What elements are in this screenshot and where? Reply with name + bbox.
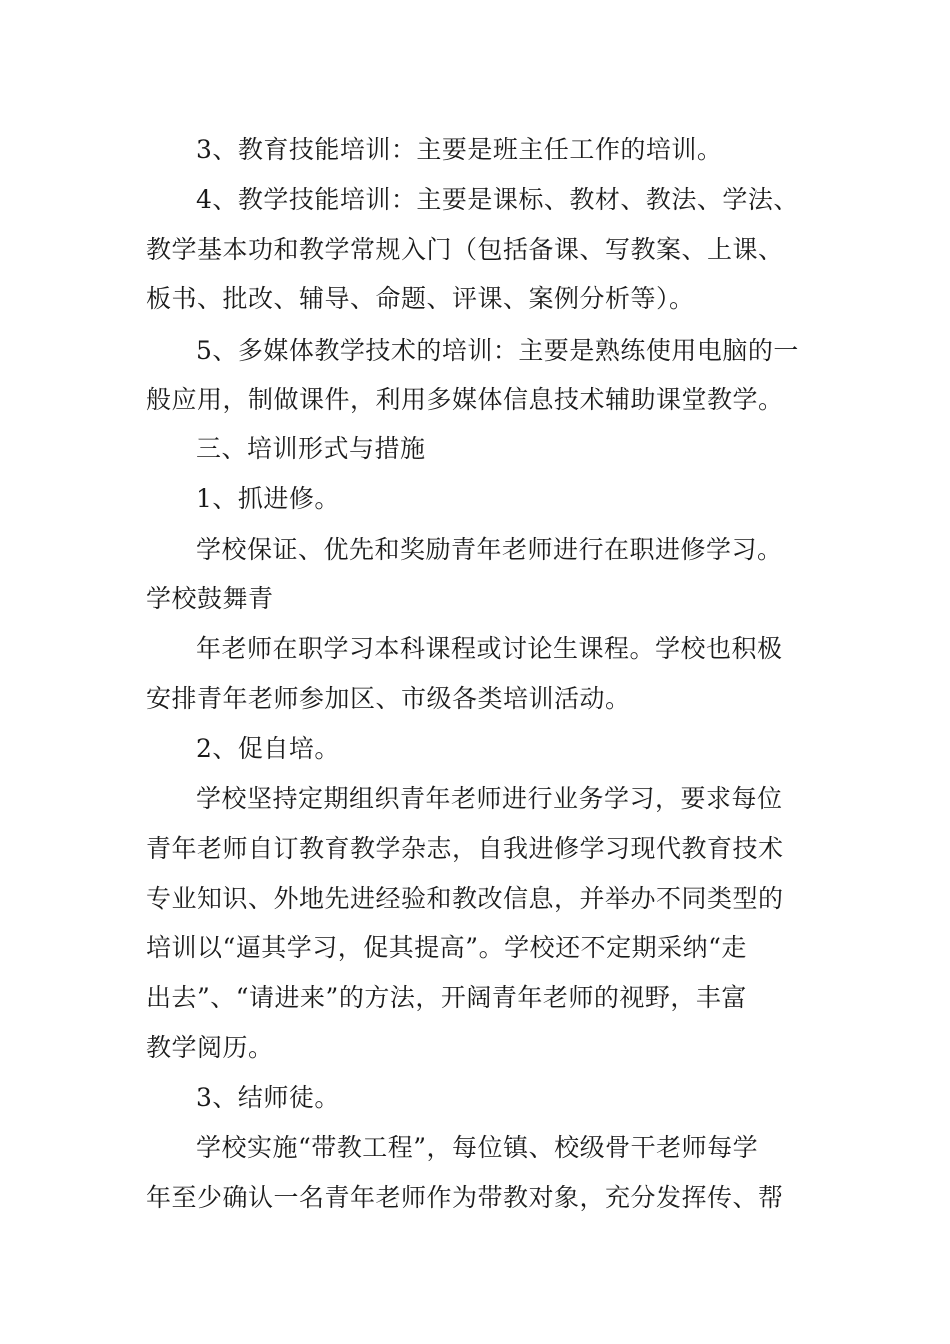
text-line: 4、教学技能培训：主要是课标、教材、教法、学法、 bbox=[196, 185, 799, 214]
subsection-heading: 2、促自培。 bbox=[196, 734, 340, 763]
text-line: 学校保证、优先和奖励青年老师进行在职进修学习。 bbox=[196, 535, 783, 564]
text-line: 安排青年老师参加区、市级各类培训活动。 bbox=[146, 684, 631, 713]
text-line: 年至少确认一名青年老师作为带教对象，充分发挥传、帮 bbox=[146, 1183, 784, 1212]
text-line: 教学基本功和教学常规入门（包括备课、写教案、上课、 bbox=[146, 235, 784, 264]
text-line: 3、教育技能培训：主要是班主任工作的培训。 bbox=[196, 135, 723, 164]
text-line: 学校实施“带教工程”，每位镇、校级骨干老师每学 bbox=[196, 1133, 759, 1162]
section-heading: 三、培训形式与措施 bbox=[196, 434, 426, 463]
text-line: 培训以“逼其学习，促其提高”。学校还不定期采纳“走 bbox=[146, 933, 747, 962]
subsection-heading: 3、结师徒。 bbox=[196, 1083, 340, 1112]
text-line: 板书、批改、辅导、命题、评课、案例分析等）。 bbox=[146, 284, 695, 313]
text-line: 专业知识、外地先进经验和教改信息，并举办不同类型的 bbox=[146, 884, 784, 913]
text-line: 年老师在职学习本科课程或讨论生课程。学校也积极 bbox=[196, 634, 783, 663]
text-line: 出去”、“请进来”的方法，开阔青年老师的视野，丰富 bbox=[146, 983, 747, 1012]
text-line: 教学阅历。 bbox=[146, 1033, 274, 1062]
text-line: 学校鼓舞青 bbox=[146, 584, 274, 613]
text-line: 学校坚持定期组织青年老师进行业务学习，要求每位 bbox=[196, 784, 783, 813]
text-line: 青年老师自订教育教学杂志，自我进修学习现代教育技术 bbox=[146, 834, 784, 863]
text-line: 般应用，制做课件，利用多媒体信息技术辅助课堂教学。 bbox=[146, 385, 784, 414]
text-line: 5、多媒体教学技术的培训：主要是熟练使用电脑的一 bbox=[196, 336, 799, 365]
subsection-heading: 1、抓进修。 bbox=[196, 484, 340, 513]
